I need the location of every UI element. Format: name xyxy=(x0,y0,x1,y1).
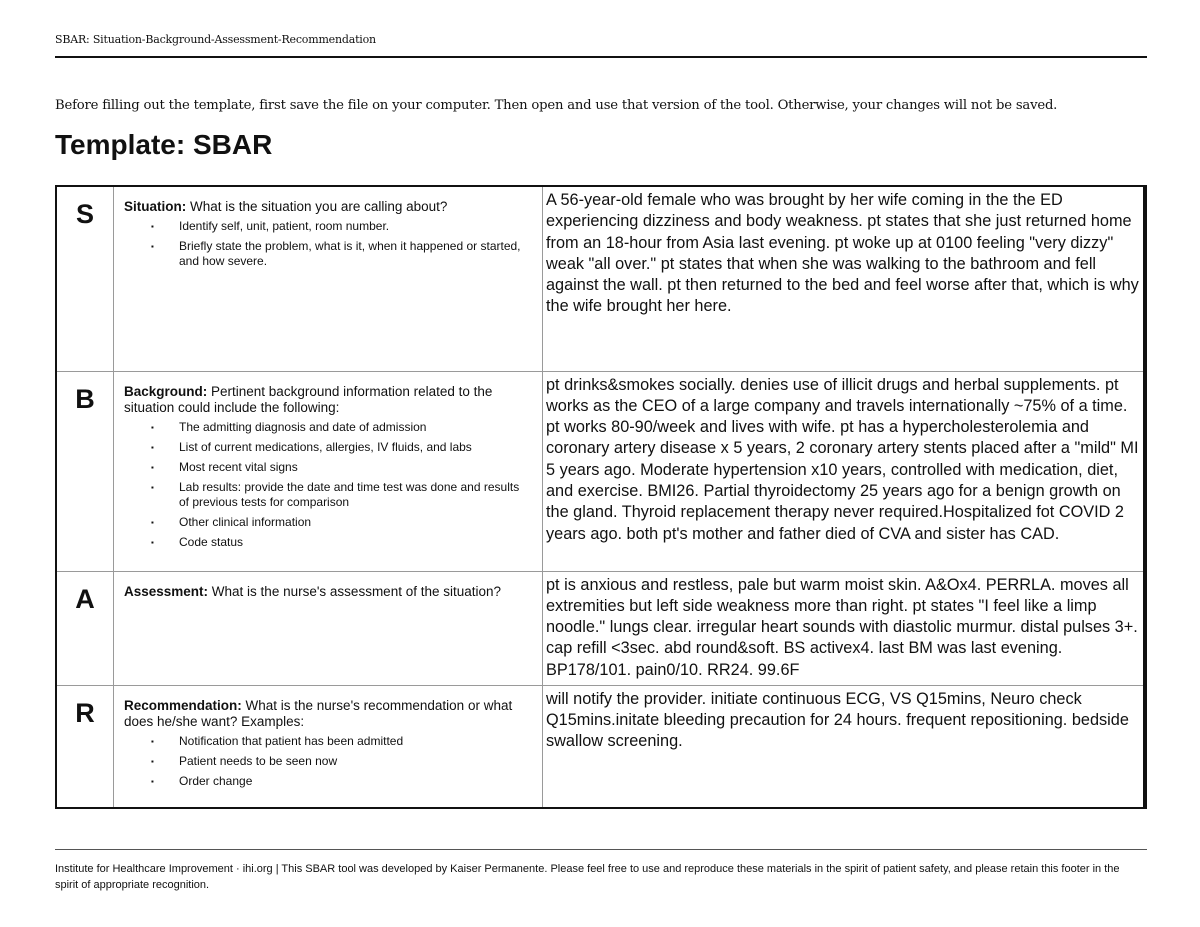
prompt-bullet: ▪ The admitting diagnosis and date of admission xyxy=(124,420,532,435)
row-prompt xyxy=(114,685,543,808)
row-prompt-text: What is the nurse's recommendation or what does he/she want? Examples: xyxy=(124,697,513,729)
prompt-bullet-list xyxy=(124,219,532,269)
prompt-bullet-list xyxy=(124,420,532,550)
row-label: Situation: xyxy=(124,199,187,214)
prompt-bullet: ▪ Code status xyxy=(124,535,532,550)
prompt-bullet: ▪ List of current medications, allergies, IV fluids, and labs xyxy=(124,440,532,455)
footer-text: Institute for Healthcare Improvement · ihi.org | This SBAR tool was developed by Kaiser Permanente. Please feel free to use and reproduce these materials in the spirit of patient safety, and please retain this footer in the spirit of appropriate recognition. xyxy=(55,863,1120,891)
prompt-bullet: ▪ Patient needs to be seen now xyxy=(124,754,532,769)
row-letter: B xyxy=(56,371,114,571)
response-field-recommendation[interactable]: will notify the provider. initiate continuous ECG, VS Q15mins, Neuro check Q15mins.initate bleeding precaution for 24 hours. frequent repositioning. bedside swallow screening. xyxy=(543,685,1146,808)
prompt-bullet: ▪ Lab results: provide the date and time test was done and results of previous tests for comparison xyxy=(124,480,532,510)
response-field-situation[interactable]: A 56-year-old female who was brought by her wife coming in the the ED experiencing dizziness and body weakness. pt states that she just returned home from an 18-hour from Asia last evening. pt woke up at 0100 feeling "very dizzy" weak "all over." pt states that when she was walking to the bathroom and fell against the wall. pt then returned to the bed and feel worse after that, which is why the wife brought her here. xyxy=(543,186,1146,371)
row-prompt xyxy=(114,571,543,685)
row-letter: S xyxy=(56,186,114,371)
row-prompt-text: What is the nurse's assessment of the situation? xyxy=(208,583,502,599)
sbar-row-assessment xyxy=(56,571,1145,685)
prompt-bullet-list xyxy=(124,734,532,789)
prompt-bullet: ▪ Most recent vital signs xyxy=(124,460,532,475)
prompt-bullet: ▪ Identify self, unit, patient, room number. xyxy=(124,219,532,234)
row-label: Background: xyxy=(124,383,208,399)
response-field-background[interactable]: pt drinks&smokes socially. denies use of illicit drugs and herbal supplements. pt works as the CEO of a large company and travels internationally ~75% of a time. pt works 80-90/week and lives with wife. pt has a hypercholesterolemia and coronary artery disease x 5 years, 2 coronary artery stents placed after a "mild" MI 5 years ago. Moderate hypertension x10 years, controlled with medication, diet, and exercise. BMI26. Partial thyroidectomy 25 years ago for a benign growth on the gland. Thyroid replacement therapy never required.Hospitalized fot COVID 2 years ago. both pt's mother and father died of CVA and sister has CAD. xyxy=(543,371,1146,571)
sbar-row-situation xyxy=(56,186,1145,371)
row-label: Recommendation: xyxy=(124,697,242,713)
row-prompt-text: Pertinent background information related to the situation could include the following: xyxy=(124,383,493,415)
row-prompt xyxy=(114,371,543,571)
intro-text: Before filling out the template, first save the file on your computer. Then open and use that version of the tool. Otherwise, your changes will not be saved. xyxy=(55,98,1058,113)
prompt-bullet: ▪ Order change xyxy=(124,774,532,789)
row-label: Assessment: xyxy=(124,583,209,599)
page-title: Template: SBAR xyxy=(55,129,273,160)
header-title: SBAR: Situation-Background-Assessment-Recommendation xyxy=(55,33,376,46)
prompt-bullet: ▪ Notification that patient has been admitted xyxy=(124,734,532,749)
row-prompt-text: What is the situation you are calling about? xyxy=(186,199,448,214)
row-letter: R xyxy=(56,685,114,808)
header-divider xyxy=(55,56,1147,58)
prompt-bullet: ▪ Briefly state the problem, what is it, when it happened or started, and how severe. xyxy=(124,239,532,269)
response-field-assessment[interactable]: pt is anxious and restless, pale but warm moist skin. A&Ox4. PERRLA. moves all extremities but left side weakness more than right. pt states "I feel like a limp noodle." lungs clear. irregular heart sounds with diastolic murmur. distal pulses 3+. cap refill <3sec. abd round&soft. BS activex4. last BM was last evening. BP178/101. pain0/10. RR24. 99.6F xyxy=(543,571,1146,685)
row-prompt xyxy=(114,186,543,371)
sbar-row-background xyxy=(56,371,1145,571)
sbar-table xyxy=(55,185,1147,809)
sbar-row-recommendation xyxy=(56,685,1145,808)
prompt-bullet: ▪ Other clinical information xyxy=(124,515,532,530)
footer-divider xyxy=(55,849,1147,850)
row-letter: A xyxy=(56,571,114,685)
